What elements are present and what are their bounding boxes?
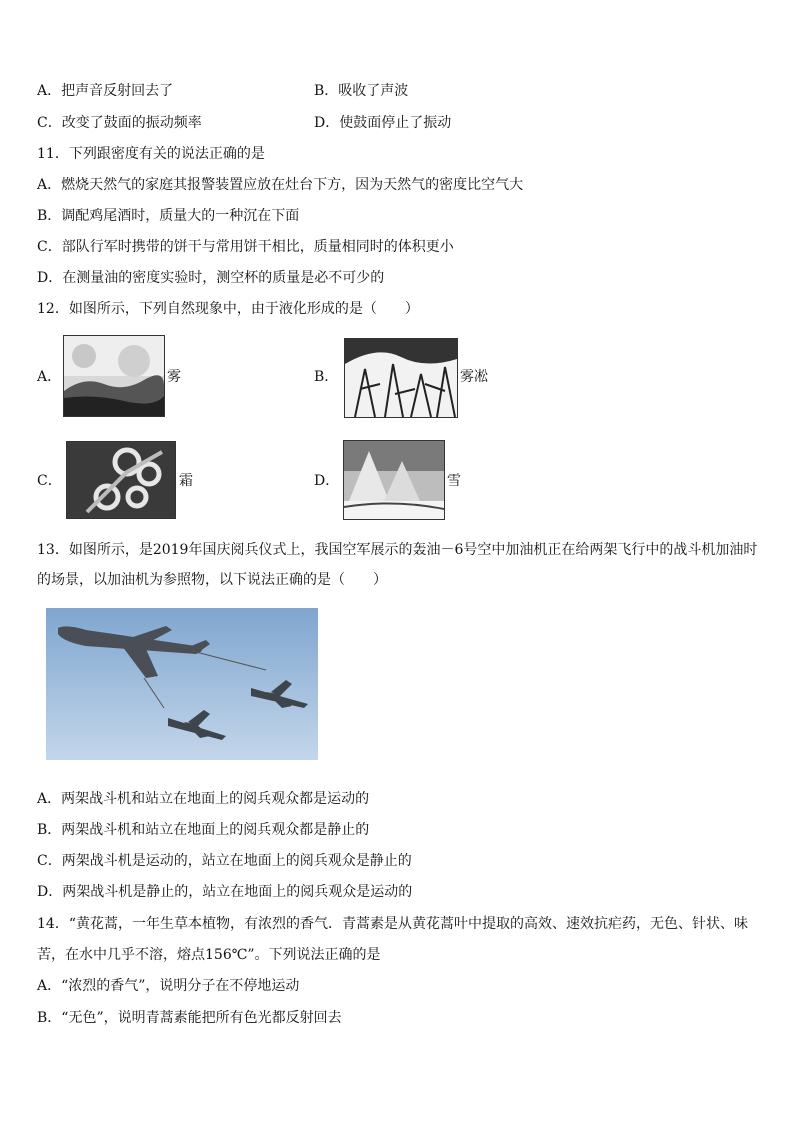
q12-option-c-letter: C．: [37, 473, 62, 489]
q14-option-b: B．“无色”，说明青蒿素能把所有色光都反射回去: [37, 1010, 342, 1026]
fog-photo: [63, 335, 165, 417]
q13-option-d: D．两架战斗机是静止的，站立在地面上的阅兵观众是运动的: [37, 884, 413, 900]
q12-option-a-letter: A．: [37, 369, 62, 385]
q11-option-c: C．部队行军时携带的饼干与常用饼干相比，质量相同时的体积更小: [37, 239, 454, 255]
q13-option-b: B．两架战斗机和站立在地面上的阅兵观众都是静止的: [37, 822, 370, 838]
q10-option-a: A．把声音反射回去了: [37, 83, 174, 99]
q11-option-b: B．调配鸡尾酒时，质量大的一种沉在下面: [37, 208, 300, 224]
q12-option-d-letter: D．: [314, 473, 340, 489]
q13-stem-line2: 的场景，以加油机为参照物，以下说法正确的是（ ）: [37, 572, 387, 588]
q13-option-c: C．两架战斗机是运动的，站立在地面上的阅兵观众是静止的: [37, 853, 412, 869]
aerial-refueling-photo: [46, 608, 318, 760]
q13-option-a: A．两架战斗机和站立在地面上的阅兵观众都是运动的: [37, 791, 370, 807]
q10-option-d: D．使鼓面停止了振动: [314, 115, 452, 131]
snow-photo: [343, 440, 445, 520]
q14-stem-line1: 14．“黄花蒿，一年生草本植物，有浓烈的香气．青蒿素是从黄花蒿叶中提取的高效、速效抗疟药，无色、针状、味: [37, 916, 748, 932]
q11-stem: 11．下列跟密度有关的说法正确的是: [37, 146, 265, 162]
q11-option-d: D．在测量油的密度实验时，测空杯的质量是必不可少的: [37, 270, 385, 286]
q12-option-b-caption: 雾凇: [460, 369, 488, 385]
q10-option-c: C．改变了鼓面的振动频率: [37, 115, 202, 131]
q14-option-a: A．“浓烈的香气”，说明分子在不停地运动: [37, 978, 300, 994]
q13-stem-line1: 13．如图所示，是2019年国庆阅兵仪式上，我国空军展示的轰油－6号空中加油机正在给两架飞行中的战斗机加油时: [37, 542, 758, 558]
q12-option-d-caption: 雪: [447, 473, 461, 489]
q12-option-c-caption: 霜: [179, 473, 193, 489]
q12-stem: 12．如图所示，下列自然现象中，由于液化形成的是（ ）: [37, 301, 419, 317]
frost-photo: [66, 441, 176, 519]
q12-option-a-caption: 雾: [167, 369, 181, 385]
q10-option-b: B．吸收了声波: [314, 83, 409, 99]
rime-photo: [344, 338, 458, 418]
q14-stem-line2: 苦，在水中几乎不溶，熔点156℃”。下列说法正确的是: [37, 947, 381, 963]
q12-option-b-letter: B．: [314, 369, 339, 385]
q11-option-a: A．燃烧天然气的家庭其报警装置应放在灶台下方，因为天然气的密度比空气大: [37, 177, 524, 193]
